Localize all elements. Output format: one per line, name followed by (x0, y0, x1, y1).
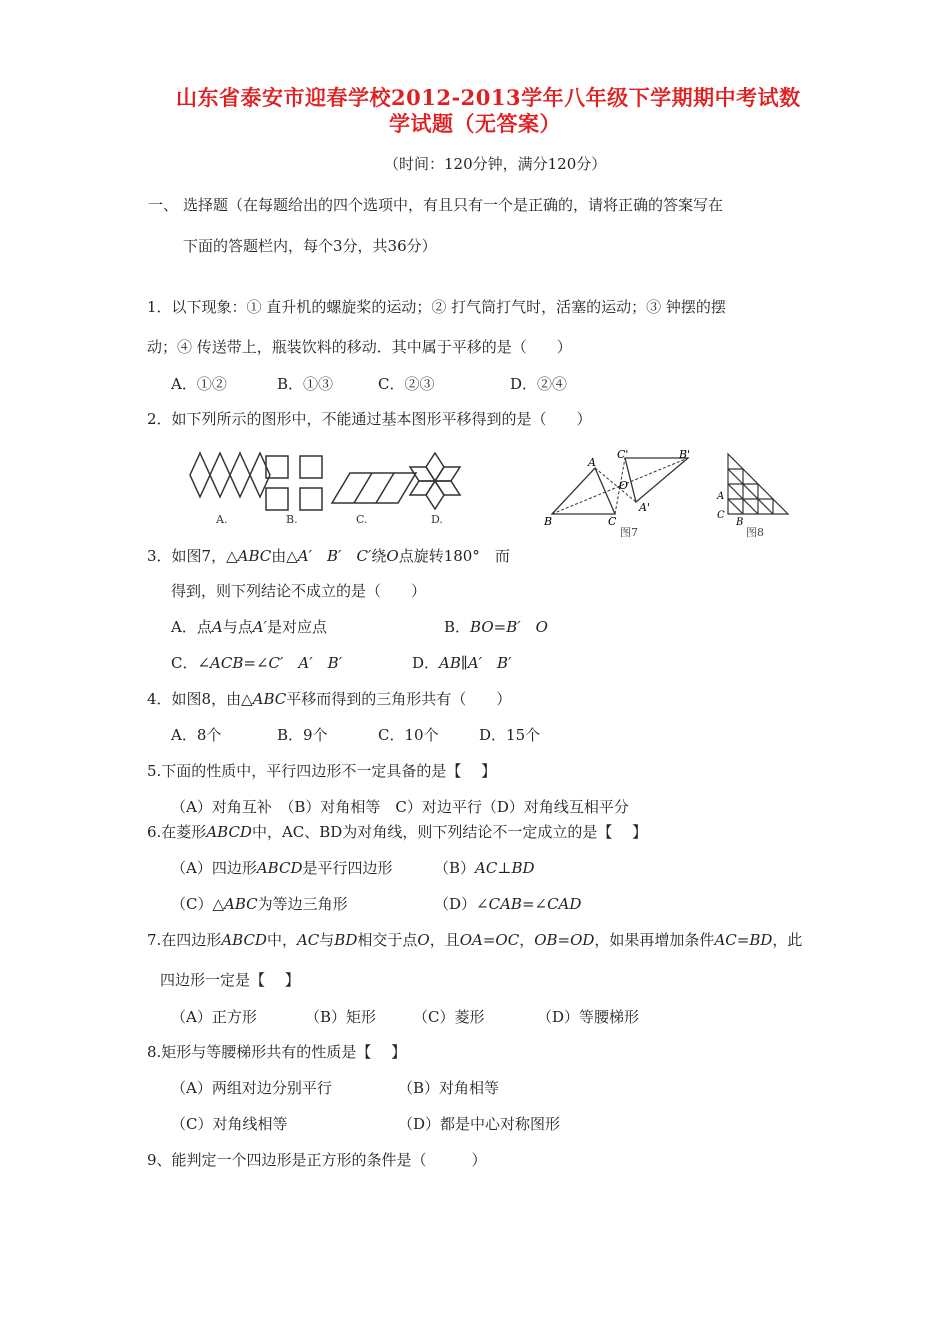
figure-a-diamonds (190, 453, 270, 497)
figure-8 (712, 446, 797, 540)
section-instruction-line2: 下面的答题栏内，每个3分，共36分） (183, 237, 437, 255)
fig7-label-a: A (588, 456, 596, 469)
q2-text: 2．如下列所示的图形中，不能通过基本图形平移得到的是（ ） (147, 410, 592, 428)
q6-text: 6.在菱形ABCD中，AC、BD为对角线，则下列结论不一定成立的是【 】 (147, 823, 648, 841)
fig7-label-a-prime: A' (639, 501, 650, 514)
fig7-label-b-prime: B' (679, 448, 691, 461)
q1-option-a: A．①② (171, 375, 227, 393)
fig7-label-b: B (544, 515, 553, 528)
figure-d-label: D. (431, 513, 443, 526)
q9-text: 9、能判定一个四边形是正方形的条件是（ ） (147, 1151, 487, 1169)
q8-option-a: （A）两组对边分别平行 (171, 1079, 332, 1097)
figure-b-squares (266, 456, 322, 510)
q1-option-b: B．①③ (277, 375, 334, 393)
fig7-label-o: O (619, 479, 629, 492)
fig8-label-b: B (736, 517, 744, 528)
q1-text-line1: 1．以下现象：① 直升机的螺旋桨的运动；② 打气筒打气时，活塞的运动；③ 钟摆的摆 (147, 298, 726, 316)
q5-options: （A）对角互补 （B）对角相等 C）对边平行（D）对角线互相平分 (171, 798, 629, 816)
q2-figures (180, 445, 480, 533)
q4-option-b: B．9个 (277, 726, 328, 744)
q6-option-d: （D）∠CAB=∠CAD (434, 895, 582, 913)
figure-c-parallelograms (332, 473, 416, 503)
figure-d-star (410, 453, 460, 509)
q7-text-line2: 四边形一定是【 】 (160, 971, 300, 989)
figure-a-label: A. (216, 513, 228, 526)
doc-title-line2: 学试题（无答案） (389, 111, 561, 136)
figure-c-label: C. (356, 513, 368, 526)
q4-option-c: C．10个 (378, 726, 439, 744)
q1-text-line2: 动；④ 传送带上，瓶装饮料的移动．其中属于平移的是（ ） (147, 338, 572, 356)
q7-option-a: （A）正方形 (171, 1008, 257, 1026)
q8-option-c: （C）对角线相等 (171, 1115, 288, 1133)
fig8-caption: 图8 (746, 526, 764, 539)
figure-7 (540, 448, 710, 540)
q3-option-a: A．点A与点A′是对应点 (171, 618, 327, 636)
fig8-label-c: C (717, 510, 725, 521)
fig7-label-c: C (608, 515, 617, 528)
q1-option-c: C．②③ (378, 375, 435, 393)
q3-text-line2: 得到，则下列结论不成立的是（ ） (171, 582, 427, 600)
figure-b-label: B. (286, 513, 298, 526)
q8-option-b: （B）对角相等 (398, 1079, 500, 1097)
q6-option-b: （B）AC⊥BD (434, 859, 535, 877)
q4-text: 4．如图8，由△ABC平移而得到的三角形共有（ ） (147, 690, 512, 708)
fig7-label-c-prime: C' (617, 448, 629, 461)
q8-text: 8.矩形与等腰梯形共有的性质是【 】 (147, 1043, 407, 1061)
q3-text-line1: 3．如图7，△ABC由△A′ B′ C′绕O点旋转180° 而 (147, 547, 510, 565)
q6-option-a: （A）四边形ABCD是平行四边形 (171, 859, 393, 877)
q8-option-d: （D）都是中心对称图形 (398, 1115, 561, 1133)
q3-option-c: C．∠ACB=∠C′ A′ B′ (171, 654, 343, 672)
fig8-label-a: A (717, 491, 725, 502)
fig7-caption: 图7 (620, 526, 638, 539)
exam-meta: （时间：120分钟，满分120分） (384, 155, 607, 173)
q7-option-d: （D）等腰梯形 (537, 1008, 640, 1026)
q3-option-b: B．BO=B′ O (444, 618, 548, 636)
doc-title-line1: 山东省泰安市迎春学校2012-2013学年八年级下学期期中考试数 (176, 85, 801, 110)
q3-option-d: D．AB∥A′ B′ (412, 654, 512, 672)
section-instruction-line1: 选择题（在每题给出的四个选项中，有且只有一个是正确的，请将正确的答案写在 (183, 196, 724, 214)
q6-option-c: （C）△ABC为等边三角形 (171, 895, 348, 913)
q4-option-a: A．8个 (171, 726, 222, 744)
q7-option-b: （B）矩形 (305, 1008, 377, 1026)
q7-option-c: （C）菱形 (413, 1008, 485, 1026)
q1-option-d: D．②④ (510, 375, 568, 393)
q5-text: 5.下面的性质中，平行四边形不一定具备的是【 】 (147, 762, 497, 780)
q7-text-line1: 7.在四边形ABCD中，AC与BD相交于点O，且OA=OC，OB=OD，如果再增加条件AC=BD，此 (147, 931, 803, 949)
q4-option-d: D．15个 (479, 726, 541, 744)
section-number: 一、 (148, 196, 179, 214)
